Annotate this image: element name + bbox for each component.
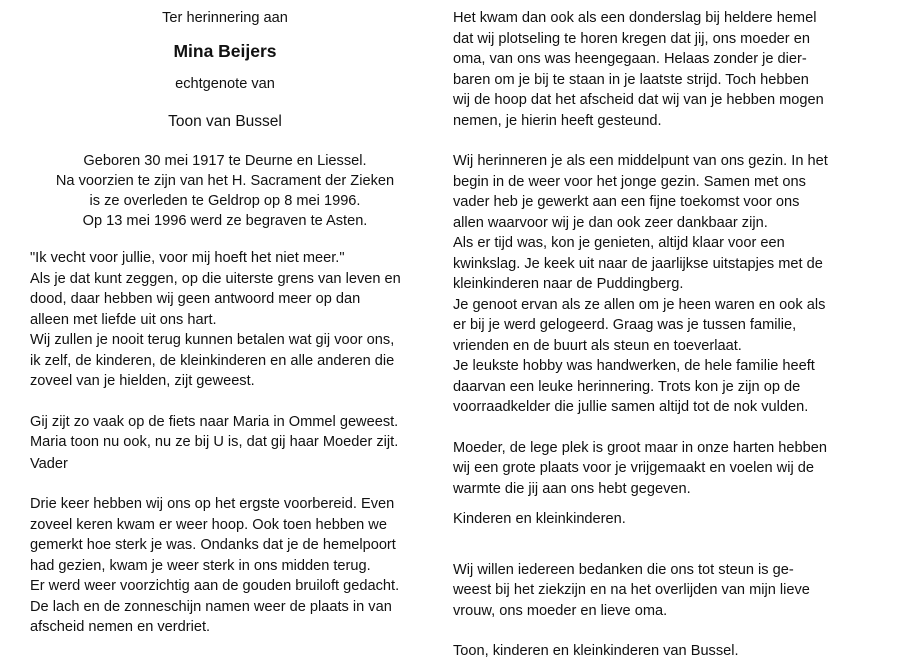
deceased-name: Mina Beijers xyxy=(173,40,277,61)
maria-paragraph xyxy=(30,412,420,475)
memory-line: Als er tijd was, kon je genieten, altijd klaar voor een xyxy=(453,235,785,251)
quote-line: Wij zullen je nooit terug kunnen betalen wat gij voor ons, xyxy=(30,332,395,348)
quote-line: Als je dat kunt zeggen, op die uiterste grens van leven en xyxy=(30,270,401,287)
mother-line: Moeder, de lege plek is groot maar in onze harten hebben xyxy=(453,439,828,456)
hope-line: had gezien, kwam je weer sterk in ons midden terug. xyxy=(30,557,371,574)
memory-line: vrienden en de buurt als steun en toeverlaat. xyxy=(453,337,742,354)
spouse-name: Toon van Bussel xyxy=(168,112,282,130)
quote-line: "Ik vecht voor jullie, voor mij hoeft het niet meer." xyxy=(30,250,345,266)
right-column xyxy=(453,0,871,662)
quote-line: zoveel van je hielden, zijt geweest. xyxy=(30,373,255,389)
intro-text: Ter herinnering aan xyxy=(162,10,288,26)
memory-line: Je genoot ervan als ze allen om je heen waren en ook als xyxy=(453,296,826,313)
quote-paragraph xyxy=(30,248,420,392)
news-line: dat wij plotseling te horen kregen dat jij, ons moeder en xyxy=(453,30,810,47)
hope-line: De lach en de zonneschijn namen weer de plaats in van xyxy=(30,598,392,615)
mother-paragraph xyxy=(453,438,871,530)
thanks-paragraph xyxy=(453,560,871,662)
memory-line: kwinkslag. Je keek uit naar de jaarlijkse uitstapjes met de xyxy=(453,255,823,272)
maria-line: Gij zijt zo vaak op de fiets naar Maria in Ommel geweest. xyxy=(30,413,399,430)
hope-line: afscheid nemen en verdriet. xyxy=(30,619,211,635)
mother-line: warmte die jij aan ons hebt gegeven. xyxy=(453,480,691,497)
memory-line: voorraadkelder die jullie samen altijd tot de nok vulden. xyxy=(453,399,809,415)
life-line: Na voorzien te zijn van het H. Sacrament der Zieken xyxy=(55,173,395,189)
memory-line: Wij herinneren je als een middelpunt van ons gezin. In het xyxy=(453,153,828,169)
quote-line: dood, daar hebben wij geen antwoord meer op dan xyxy=(30,291,361,307)
memory-paragraph xyxy=(453,151,871,418)
memory-line: daarvan een leuke herinnering. Trots kon je zijn op de xyxy=(453,378,801,395)
news-line: wij de hoop dat het afscheid dat wij van je hebben mogen xyxy=(453,92,824,108)
hope-line: Er werd weer voorzichtig aan de gouden bruiloft gedacht. xyxy=(30,578,400,594)
memory-line: begin in de weer voor het jonge gezin. Samen met ons xyxy=(453,173,806,190)
mother-signature: Kinderen en kleinkinderen. xyxy=(453,511,626,527)
memory-line: vader heb je gewerkt aan een fijne toekomst voor ons xyxy=(453,194,800,210)
memory-line: er bij je werd gelogeerd. Graag was je tussen familie, xyxy=(453,317,797,333)
hope-line: zoveel keren kwam er weer hoop. Ook toen hebben we xyxy=(30,516,387,533)
maria-line: Maria toon nu ook, nu ze bij U is, dat gij haar Moeder zijt. xyxy=(30,434,399,450)
memory-line: allen waarvoor wij je dan ook zeer dankbaar zijn. xyxy=(453,214,768,231)
mother-line: wij een grote plaats voor je vrijgemaakt en voelen wij de xyxy=(453,460,814,476)
hope-paragraph xyxy=(30,494,420,638)
hope-line: Drie keer hebben wij ons op het ergste voorbereid. Even xyxy=(30,496,395,512)
maria-signature: Vader xyxy=(30,455,68,472)
memory-line: Je leukste hobby was handwerken, de hele familie heeft xyxy=(453,358,815,374)
life-line: Op 13 mei 1996 werd ze begraven te Asten. xyxy=(82,213,368,229)
life-line: Geboren 30 mei 1917 te Deurne en Liessel. xyxy=(83,153,367,169)
life-line: is ze overleden te Geldrop op 8 mei 1996. xyxy=(89,193,361,209)
news-line: Het kwam dan ook als een donderslag bij heldere hemel xyxy=(453,10,817,26)
spouse-label: echtgenote van xyxy=(175,76,275,92)
news-paragraph xyxy=(453,8,871,131)
left-column xyxy=(30,0,420,638)
thanks-signature: Toon, kinderen en kleinkinderen van Bussel. xyxy=(453,643,739,659)
thanks-line: weest bij het ziekzijn en na het overlijden van mijn lieve xyxy=(453,582,810,598)
hope-line: gemerkt hoe sterk je was. Ondanks dat je de hemelpoort xyxy=(30,537,396,553)
thanks-line: vrouw, ons moeder en lieve oma. xyxy=(453,602,668,619)
news-line: baren om je bij te staan in je laatste strijd. Toch hebben xyxy=(453,71,809,88)
thanks-line: Wij willen iedereen bedanken die ons tot steun is ge- xyxy=(453,561,794,578)
memory-line: kleinkinderen naar de Puddingberg. xyxy=(453,276,684,292)
life-details xyxy=(30,151,420,231)
quote-line: ik zelf, de kinderen, de kleinkinderen en alle anderen die xyxy=(30,352,395,369)
quote-line: alleen met liefde uit ons hart. xyxy=(30,311,217,328)
news-line: nemen, je hierin heeft gesteund. xyxy=(453,112,662,129)
news-line: oma, van ons was heengegaan. Helaas zonder je dier- xyxy=(453,51,807,67)
